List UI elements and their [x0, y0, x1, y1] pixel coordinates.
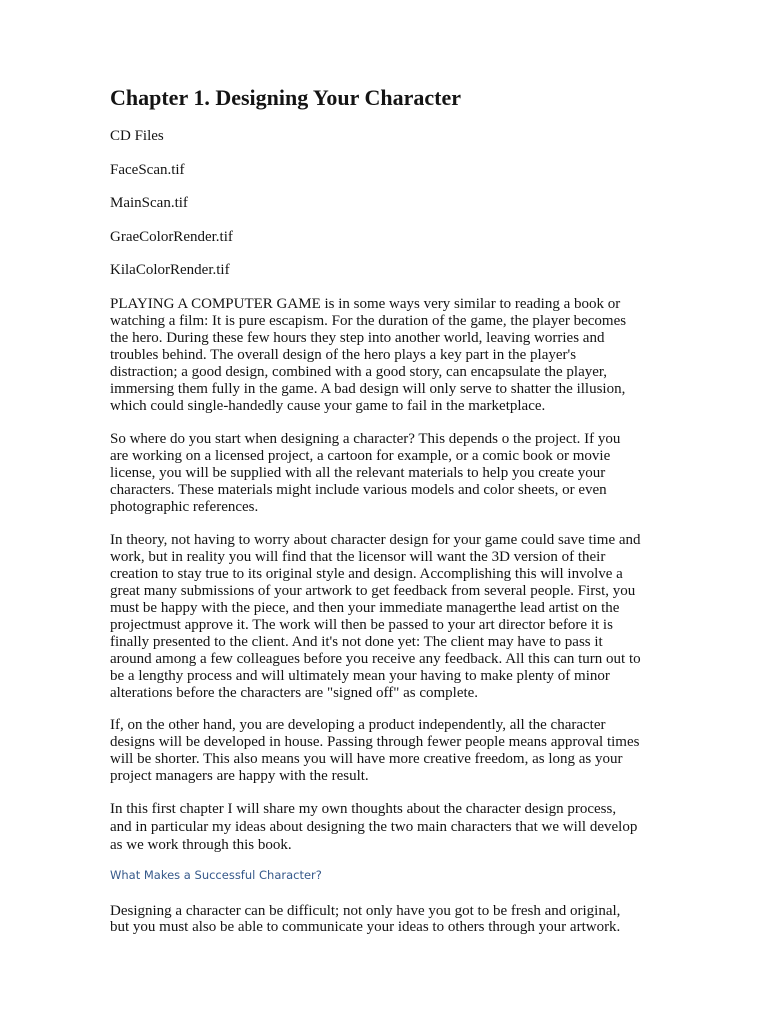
paragraph-line: but you must also be able to communicate your ideas to others through your artwork.	[110, 919, 621, 935]
paragraph-designing	[110, 903, 620, 935]
paragraph-licensed	[110, 431, 620, 516]
paragraph-line: troubles behind. The overall design of the hero plays a key part in the player's	[110, 347, 577, 363]
paragraph-line: creation to stay true to its original style and design. Accomplishing this will involve a	[110, 566, 623, 582]
paragraph-line: distraction; a good design, combined with a good story, can encapsulate the player,	[110, 364, 608, 380]
paragraph-line: finally presented to the client. And it's not done yet: The client may have to pass it	[110, 634, 603, 650]
paragraph-line: as we work through this book.	[110, 837, 292, 853]
paragraph-line: great many submissions of your artwork to get feedback from several people. First, you	[110, 583, 636, 599]
paragraph-line: work, but in reality you will find that the licensor will want the 3D version of their	[110, 549, 606, 565]
paragraph-line: license, you will be supplied with all the relevant materials to help you create your	[110, 465, 606, 481]
paragraph-line: are working on a licensed project, a cartoon for example, or a comic book or movie	[110, 448, 611, 464]
paragraph-line: watching a film: It is pure escapism. For the duration of the game, the player becomes	[110, 313, 627, 329]
paragraph-line: Designing a character can be difficult; not only have you got to be fresh and original,	[110, 903, 621, 919]
paragraph-line: immersing them fully in the game. A bad design will only serve to shatter the illusion,	[110, 381, 626, 397]
paragraph-line: photographic references.	[110, 499, 259, 515]
paragraph-line: around among a few colleagues before you receive any feedback. All this can turn out to	[110, 651, 641, 667]
paragraph-theory	[110, 532, 641, 702]
paragraph-line: In theory, not having to worry about character design for your game could save time and	[110, 532, 641, 548]
paragraph-line: So where do you start when designing a character? This depends o the project. If you	[110, 431, 621, 447]
paragraph-line: In this first chapter I will share my own thoughts about the character design process,	[110, 801, 617, 817]
paragraph-line: designs will be developed in house. Passing through fewer people means approval times	[110, 734, 640, 750]
paragraph-intro	[110, 296, 626, 415]
paragraph-line: If, on the other hand, you are developing a product independently, all the character	[110, 717, 606, 733]
paragraph-line: the hero. During these few hours they step into another world, leaving worries and	[110, 330, 605, 346]
paragraph-line: must be happy with the piece, and then your immediate managerthe lead artist on the	[110, 600, 620, 616]
file-name: FaceScan.tif	[110, 162, 185, 178]
paragraph-line: which could single-handedly cause your game to fail in the marketplace.	[110, 398, 546, 414]
paragraph-line: alterations before the characters are "signed off" as complete.	[110, 685, 479, 701]
paragraph-independent	[110, 717, 639, 785]
file-name: KilaColorRender.tif	[110, 262, 230, 278]
cd-files-label: CD Files	[110, 128, 164, 144]
paragraph-line: characters. These materials might include various models and color sheets, or even	[110, 482, 607, 498]
file-name: GraeColorRender.tif	[110, 229, 233, 245]
paragraph-line: PLAYING A COMPUTER GAME is in some ways very similar to reading a book or	[110, 296, 621, 312]
paragraph-line: will be shorter. This also means you will have more creative freedom, as long as your	[110, 751, 623, 767]
paragraph-line: and in particular my ideas about designing the two main characters that we will develop	[110, 819, 638, 835]
paragraph-line: projectmust approve it. The work will then be passed to your art director before it is	[110, 617, 613, 633]
paragraph-chapter-overview	[110, 800, 637, 854]
paragraph-line: project managers are happy with the result.	[110, 768, 369, 784]
paragraph-line: be a lengthy process and will ultimately mean your having to make plenty of minor	[110, 668, 610, 684]
file-name: MainScan.tif	[110, 195, 188, 211]
section-subheading: What Makes a Successful Character?	[110, 868, 322, 882]
chapter-heading: Chapter 1. Designing Your Character	[110, 85, 461, 110]
